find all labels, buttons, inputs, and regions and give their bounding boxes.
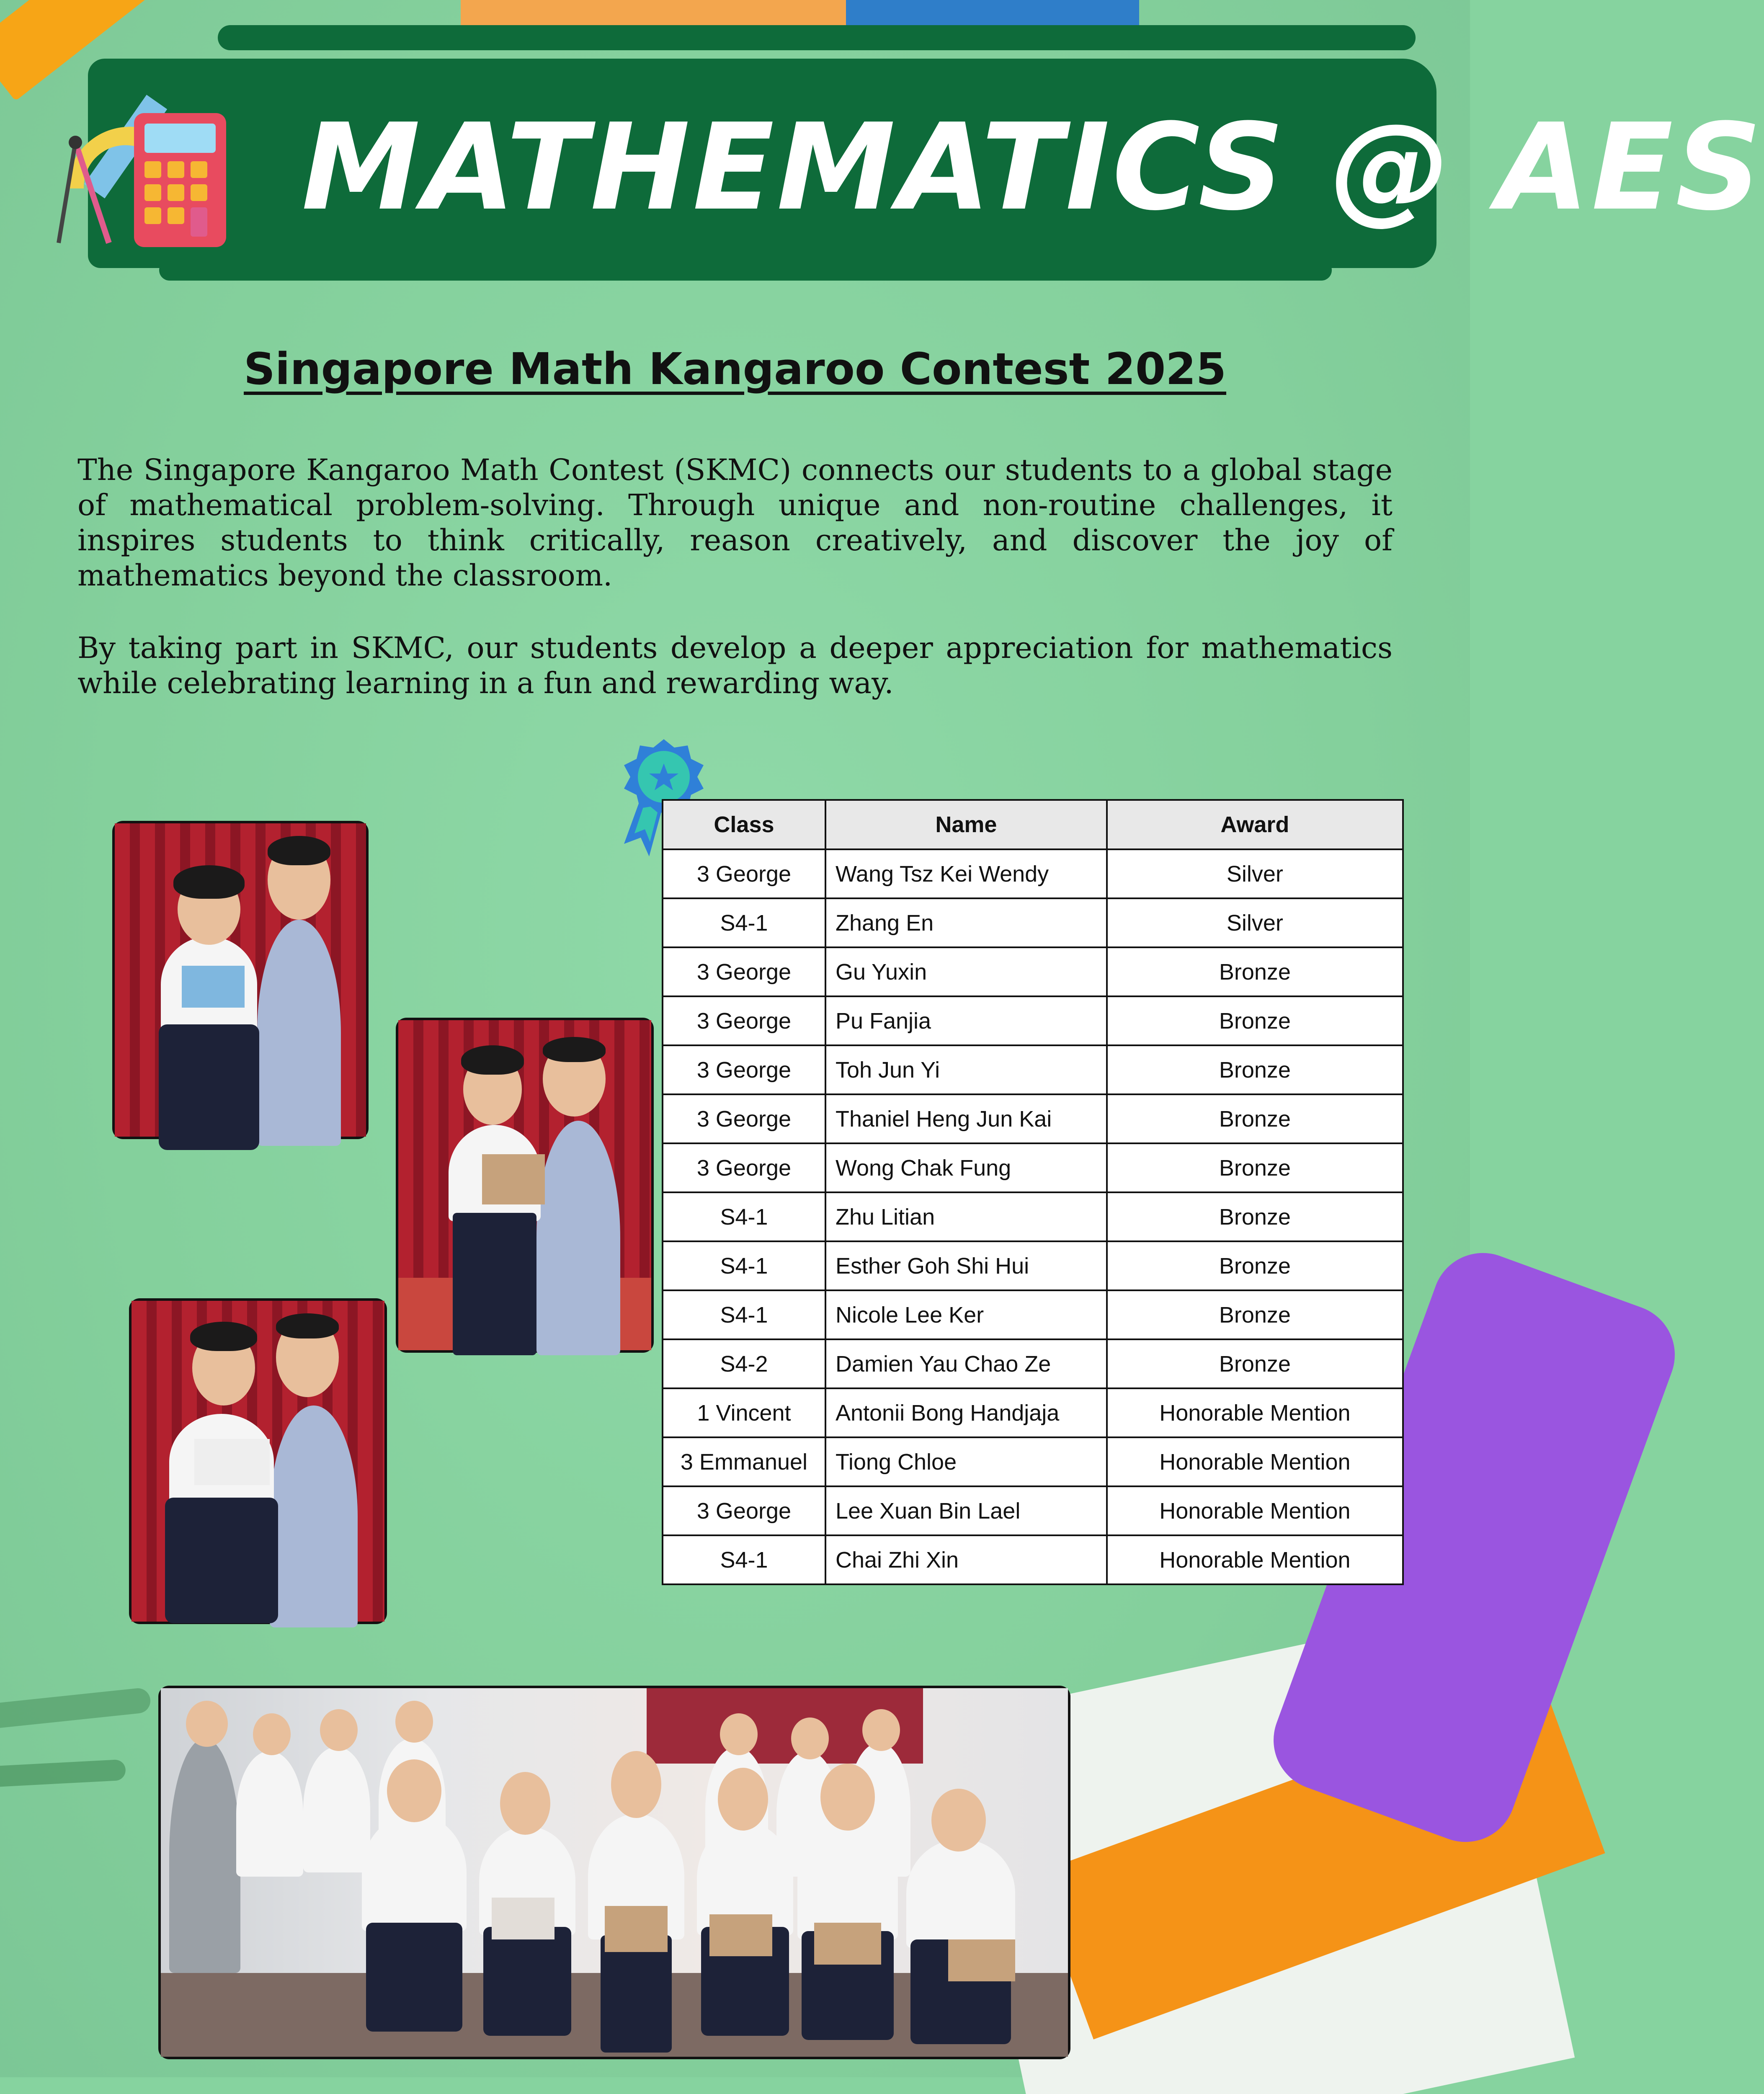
award-cell: Bronze [1107, 1094, 1403, 1143]
awards-table [662, 799, 1404, 1585]
class-cell: S4-1 [663, 898, 825, 947]
award-photo [396, 1018, 654, 1353]
award-cell: Honorable Mention [1107, 1535, 1403, 1584]
name-cell: Zhang En [825, 898, 1107, 947]
award-cell: Silver [1107, 849, 1403, 898]
table-row [663, 1437, 1403, 1486]
award-cell: Bronze [1107, 1192, 1403, 1241]
name-cell: Damien Yau Chao Ze [825, 1339, 1107, 1388]
table-row [663, 1339, 1403, 1388]
page-title: MATHEMATICS @ AES [302, 98, 1764, 237]
article-title: Singapore Math Kangaroo Contest 2025 [244, 343, 1226, 395]
name-cell: Thaniel Heng Jun Kai [825, 1094, 1107, 1143]
table-row [663, 1241, 1403, 1290]
name-cell: Gu Yuxin [825, 947, 1107, 996]
class-cell: S4-1 [663, 1192, 825, 1241]
class-cell: S4-1 [663, 1241, 825, 1290]
table-row [663, 1486, 1403, 1535]
table-row [663, 849, 1403, 898]
intro-paragraph: The Singapore Kangaroo Math Contest (SKMC) connects our students to a global stage of mathematical problem-solving. Through unique and non-routine challenges, it inspires students to think critically, reason creatively, and discover the joy of mathematics beyond the classroom. [77, 453, 1393, 593]
class-cell: 3 George [663, 947, 825, 996]
class-cell: 3 George [663, 1045, 825, 1094]
class-cell: 3 George [663, 1143, 825, 1192]
award-photo [112, 821, 369, 1139]
column-header-class: Class [663, 800, 825, 849]
calculator-ruler-compass-icon [50, 84, 235, 268]
table-row [663, 1535, 1403, 1584]
award-cell: Bronze [1107, 1241, 1403, 1290]
name-cell: Lee Xuan Bin Lael [825, 1486, 1107, 1535]
award-cell: Bronze [1107, 1045, 1403, 1094]
class-cell: 3 George [663, 849, 825, 898]
banner-brush-bottom [159, 260, 1332, 281]
award-cell: Bronze [1107, 1143, 1403, 1192]
closing-paragraph: By taking part in SKMC, our students develop a deeper appreciation for mathematics while celebrating learning in a fun and rewarding way. [77, 631, 1393, 700]
table-row [663, 1094, 1403, 1143]
award-cell: Honorable Mention [1107, 1437, 1403, 1486]
table-row [663, 1045, 1403, 1094]
award-photo [129, 1298, 387, 1624]
name-cell: Wong Chak Fung [825, 1143, 1107, 1192]
award-cell: Bronze [1107, 996, 1403, 1045]
class-cell: 3 Emmanuel [663, 1437, 825, 1486]
table-row [663, 1192, 1403, 1241]
class-cell: S4-1 [663, 1535, 825, 1584]
name-cell: Esther Goh Shi Hui [825, 1241, 1107, 1290]
table-row [663, 1143, 1403, 1192]
table-row [663, 947, 1403, 996]
name-cell: Chai Zhi Xin [825, 1535, 1107, 1584]
column-header-name: Name [825, 800, 1107, 849]
class-cell: S4-1 [663, 1290, 825, 1339]
banner-brush-top [218, 25, 1416, 50]
class-cell: S4-2 [663, 1339, 825, 1388]
name-cell: Nicole Lee Ker [825, 1290, 1107, 1339]
award-cell: Honorable Mention [1107, 1486, 1403, 1535]
name-cell: Tiong Chloe [825, 1437, 1107, 1486]
award-cell: Bronze [1107, 1290, 1403, 1339]
award-cell: Honorable Mention [1107, 1388, 1403, 1437]
name-cell: Pu Fanjia [825, 996, 1107, 1045]
group-photo [158, 1686, 1070, 2059]
table-row [663, 1290, 1403, 1339]
table-row [663, 1388, 1403, 1437]
award-cell: Silver [1107, 898, 1403, 947]
table-row [663, 996, 1403, 1045]
class-cell: 3 George [663, 996, 825, 1045]
column-header-award: Award [1107, 800, 1403, 849]
class-cell: 1 Vincent [663, 1388, 825, 1437]
class-cell: 3 George [663, 1486, 825, 1535]
name-cell: Antonii Bong Handjaja [825, 1388, 1107, 1437]
award-cell: Bronze [1107, 1339, 1403, 1388]
name-cell: Toh Jun Yi [825, 1045, 1107, 1094]
class-cell: 3 George [663, 1094, 825, 1143]
name-cell: Wang Tsz Kei Wendy [825, 849, 1107, 898]
table-row [663, 898, 1403, 947]
table-header-row [663, 800, 1403, 849]
name-cell: Zhu Litian [825, 1192, 1107, 1241]
award-cell: Bronze [1107, 947, 1403, 996]
